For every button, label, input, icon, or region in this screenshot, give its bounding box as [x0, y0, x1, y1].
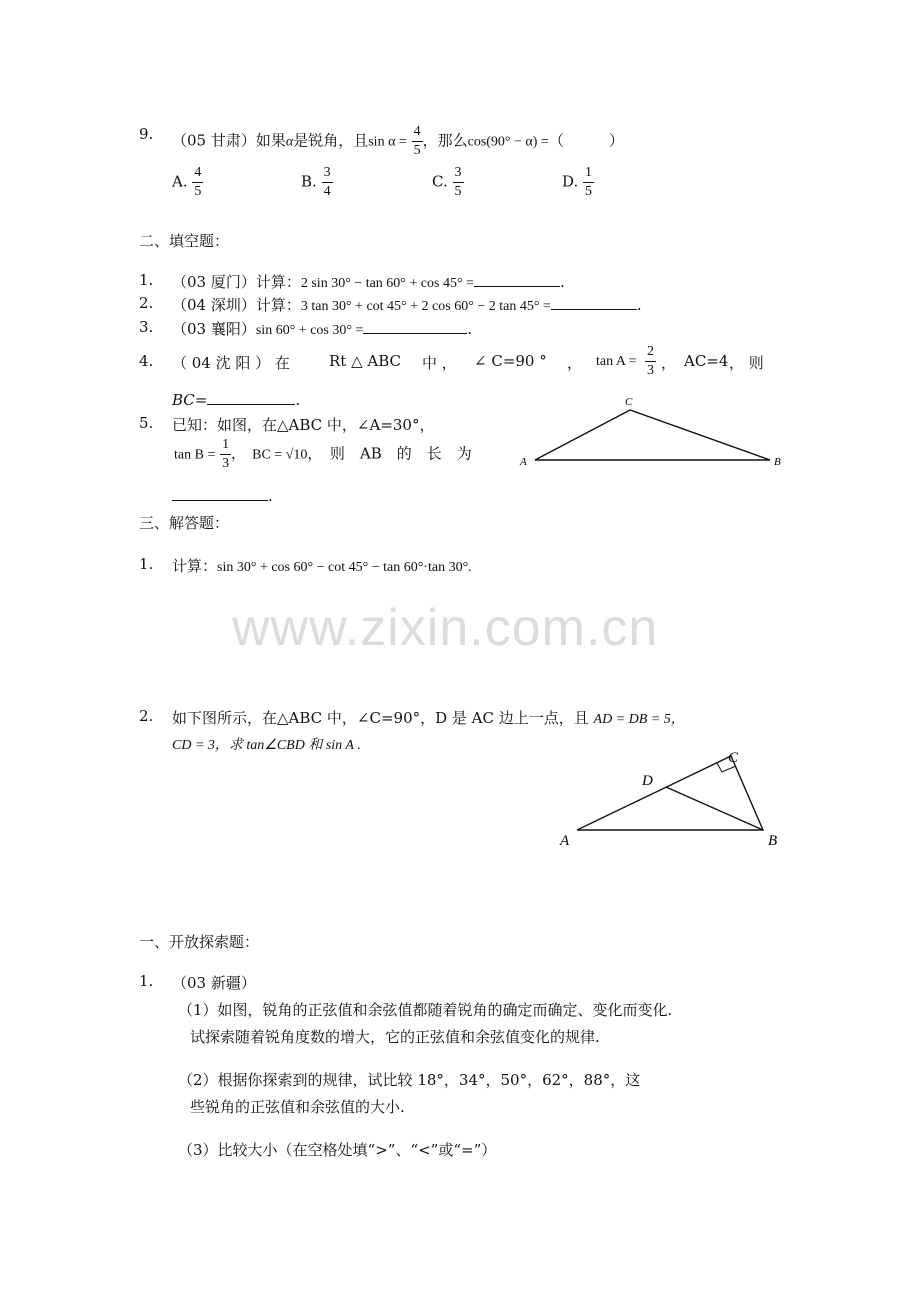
stem-text: 是锐角，且	[293, 131, 369, 150]
comma: ，	[661, 354, 677, 372]
numerator: 3	[322, 166, 333, 183]
section-heading-solve: 三、解答题：	[139, 514, 230, 532]
stem-text: （ 04 沈 阳 ） 在	[172, 354, 290, 372]
question-number: 5.	[139, 414, 154, 432]
fill-question-5-line1: 已知：如图，在△ABC 中，∠A=30°，	[172, 416, 435, 434]
question-number: 9.	[139, 125, 154, 143]
vertex-label-b: B	[768, 833, 778, 849]
stem-text: （03 厦门）计算：	[172, 273, 301, 291]
period: .	[636, 296, 642, 314]
numerator: 4	[192, 166, 203, 183]
question-number: 1.	[139, 271, 154, 289]
explore-source: （03 新疆）	[172, 974, 256, 992]
section-heading-fill-in: 二、填空题：	[139, 232, 230, 250]
stem-text: ， 则 AB 的 长 为	[307, 444, 472, 463]
denominator: 3	[647, 363, 654, 378]
question-number: 1.	[139, 555, 154, 573]
side-label: BC=	[172, 391, 208, 409]
option-label: C.	[432, 172, 448, 191]
triangle-abc	[577, 756, 763, 830]
numerator: 1	[220, 438, 231, 455]
denominator: 5	[454, 184, 462, 199]
math-expression: cos(90° − α) =	[467, 134, 549, 150]
question-number: 1.	[139, 972, 154, 990]
answer-paren: （ ）	[548, 131, 624, 150]
vertex-label-a: A	[560, 833, 570, 849]
vertex-label-b: B	[774, 456, 781, 468]
math-expression: sin 60° + cos 30° =	[255, 323, 364, 338]
denominator: 5	[413, 143, 421, 158]
stem-text: （04 深圳）计算：	[172, 296, 301, 314]
numerator: 4	[412, 125, 423, 142]
denominator: 5	[194, 184, 202, 199]
explore-part-3: （3）比较大小（在空格处填“>”、“<”或“=”）	[178, 1141, 497, 1159]
denominator: 3	[222, 456, 230, 471]
stem-text: 如下图所示，在△ABC 中，∠C=90°，D 是 AC 边上一点，且	[172, 709, 589, 727]
explore-part-2-line2: 些锐角的正弦值和余弦值的大小.	[190, 1098, 405, 1116]
math-expression: tan A =	[596, 354, 637, 369]
section-heading-explore: 一、开放探索题：	[139, 933, 260, 951]
period: .	[268, 487, 273, 505]
period: .	[559, 273, 565, 291]
watermark: www.zixin.com.cn	[232, 599, 659, 657]
math-expression: sin 30° + cos 60° − cot 45° − tan 60°·tan 30°.	[217, 560, 472, 575]
vertex-label-a: A	[520, 456, 527, 468]
math-expression: 2 sin 30° − tan 60° + cos 45° =	[300, 276, 474, 291]
question-number: 4.	[139, 352, 154, 370]
comma: ，	[567, 354, 583, 372]
option-label: A.	[172, 172, 188, 191]
period: .	[467, 320, 473, 338]
numerator: 2	[645, 345, 656, 362]
side-condition: AC=4	[684, 352, 729, 370]
segment-db	[666, 787, 763, 830]
vertex-label-c: C	[728, 750, 739, 766]
triangle-name: Rt △ ABC	[329, 352, 402, 370]
stem-text: 中 ，	[422, 354, 457, 372]
stem-text: ，那么	[422, 131, 468, 150]
vertex-label-c: C	[625, 396, 633, 408]
explore-part-1-line1: （1）如图，锐角的正弦值和余弦值都随着锐角的确定而确定、变化而变化.	[178, 1001, 673, 1019]
vertex-label-d: D	[642, 773, 653, 789]
math-expression: AD = DB = 5，	[593, 712, 685, 727]
explore-part-1-line2: 试探索随着锐角度数的增大，它的正弦值和余弦值变化的规律.	[190, 1028, 600, 1046]
explore-part-2-line1: （2）根据你探索到的规律，试比较 18°，34°，50°，62°，88°，这	[178, 1071, 641, 1089]
period: .	[295, 391, 301, 409]
explore-question-1	[139, 972, 153, 990]
numerator: 1	[583, 166, 594, 183]
stem-text: ， 则	[729, 354, 764, 372]
math-expression: tan B =	[174, 447, 216, 463]
question-number: 3.	[139, 318, 154, 336]
option-label: B.	[301, 172, 317, 191]
solve-question-2-line2: CD = 3，求 tan∠CBD 和 sin A .	[172, 738, 361, 753]
stem-text: （03 襄阳）	[172, 320, 256, 338]
math-expression: sin α =	[368, 134, 407, 150]
question-number: 2.	[139, 294, 154, 312]
angle-condition: ∠ C=90 °	[474, 352, 547, 370]
stem-text: 计算：	[172, 557, 218, 575]
option-label: D.	[562, 172, 579, 191]
alpha-symbol: α	[285, 134, 294, 150]
denominator: 4	[323, 184, 331, 199]
denominator: 5	[585, 184, 593, 199]
question-number: 2.	[139, 707, 154, 725]
math-expression: ， BC = √10	[231, 447, 308, 463]
math-expression: 3 tan 30° + cot 45° + 2 cos 60° − 2 tan 45° =	[300, 299, 551, 314]
numerator: 3	[453, 166, 464, 183]
stem-text: （05 甘肃）如果	[172, 131, 286, 150]
